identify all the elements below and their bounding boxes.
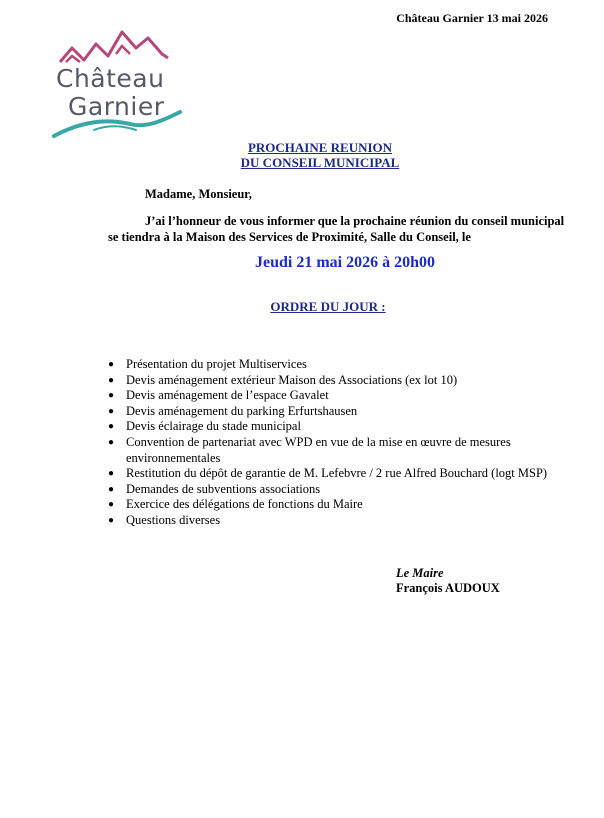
bullet-icon: ● <box>108 374 115 386</box>
bullet-icon: ● <box>108 436 115 448</box>
bullet-icon: ● <box>108 468 115 480</box>
list-item: ● Devis aménagement extérieur Maison des Associations (ex lot 10) <box>108 372 458 387</box>
title-line-2: DU CONSEIL MUNICIPAL <box>240 155 400 170</box>
logo-word-chateau: Château <box>56 64 165 93</box>
chateau-garnier-logo <box>50 26 186 140</box>
intro-line-1: J’ai l’honneur de vous informer que la prochaine réunion du conseil municipal <box>145 214 565 228</box>
list-item: ● Présentation du projet Multiservices <box>108 357 307 371</box>
letter-date: Château Garnier 13 mai 2026 <box>396 11 548 25</box>
list-item: ● Exercice des délégations de fonctions du Maire <box>108 497 363 512</box>
logo-word-garnier: Garnier <box>68 92 165 121</box>
bullet-icon: ● <box>108 483 115 495</box>
list-item: ● Convention de partenariat avec WPD en vue de la mise en œuvre de mesures environnementales <box>108 434 511 465</box>
bullet-icon: ● <box>108 421 115 433</box>
salutation: Madame, Monsieur, <box>145 187 252 201</box>
list-item: ● Restitution du dépôt de garantie de M. Lefebvre / 2 rue Alfred Bouchard (logt MSP) <box>108 466 548 481</box>
intro-paragraph <box>108 213 568 245</box>
signature-name: François AUDOUX <box>396 581 500 595</box>
list-item: ● Questions diverses <box>108 512 221 527</box>
document-title <box>0 140 604 170</box>
list-item: ● Demandes de subventions associations <box>108 481 321 496</box>
bullet-icon: ● <box>108 405 115 417</box>
intro-line-2: se tiendra à la Maison des Services de Proximité, Salle du Conseil, le <box>108 230 471 244</box>
signature-role: Le Maire <box>396 566 444 580</box>
list-item: ● Devis aménagement de l’espace Gavalet <box>108 388 329 403</box>
agenda-title: ORDRE DU JOUR : <box>270 299 386 314</box>
bullet-icon: ● <box>108 359 115 370</box>
title-line-1: PROCHAINE REUNION <box>247 140 393 155</box>
agenda-list <box>108 357 568 529</box>
meeting-date: Jeudi 21 mai 2026 à 20h00 <box>254 254 435 271</box>
bullet-icon: ● <box>108 390 115 402</box>
bullet-icon: ● <box>108 514 115 526</box>
bullet-icon: ● <box>108 499 115 511</box>
list-item: ● Devis aménagement du parking Erfurtshausen <box>108 403 358 418</box>
list-item: ● Devis éclairage du stade municipal <box>108 419 301 434</box>
